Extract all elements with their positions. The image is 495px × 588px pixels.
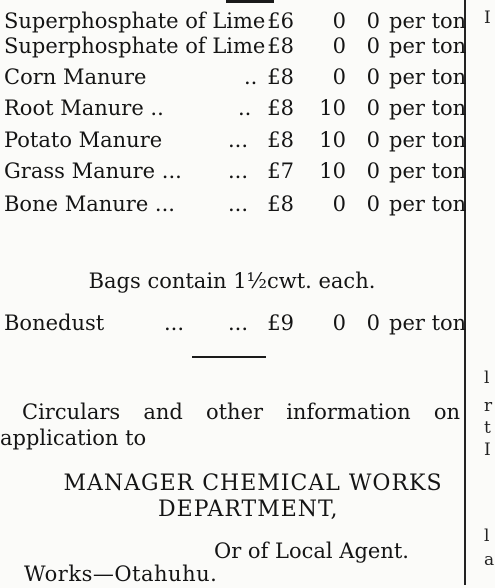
- price-pence: 0: [366, 96, 380, 120]
- price-shillings: 0: [332, 9, 346, 33]
- price-unit: per ton: [389, 128, 467, 152]
- price-pence: 0: [366, 311, 380, 335]
- manager-line-1: MANAGER CHEMICAL WORKS: [63, 471, 443, 496]
- info-line-1: Circulars and other information on: [22, 400, 460, 424]
- price-shillings: 0: [332, 192, 346, 216]
- leader-dots: ..: [238, 96, 252, 120]
- price-row: [0, 157, 467, 185]
- product-name: Root Manure ..: [4, 96, 164, 120]
- product-name: Superphosphate of Lime: [4, 9, 266, 33]
- price-pounds: £8: [267, 96, 294, 120]
- leader-dots: ...: [164, 311, 185, 335]
- price-pounds: £8: [267, 128, 294, 152]
- product-name: Superphosphate of Lime: [4, 34, 266, 58]
- price-unit: per ton: [389, 96, 467, 120]
- price-row: [0, 32, 467, 60]
- section-rule: [192, 356, 266, 358]
- price-shillings: 0: [332, 311, 346, 335]
- adjacent-column-fragment: l: [484, 526, 490, 546]
- price-pence: 0: [366, 9, 380, 33]
- price-pounds: £7: [267, 159, 294, 183]
- leader-dots: ...: [228, 311, 249, 335]
- price-unit: per ton: [389, 159, 467, 183]
- price-unit: per ton: [389, 311, 467, 335]
- product-name: Corn Manure: [4, 65, 147, 89]
- price-unit: per ton: [389, 9, 467, 33]
- leader-dots: ...: [228, 192, 249, 216]
- product-name: Bonedust: [4, 311, 105, 335]
- price-shillings: 0: [332, 34, 346, 58]
- bags-note: Bags contain 1½cwt. each.: [88, 269, 376, 293]
- price-row: [0, 126, 467, 154]
- price-pounds: £8: [267, 65, 294, 89]
- price-row-bonedust: [0, 309, 467, 337]
- price-pounds: £6: [267, 9, 294, 33]
- price-unit: per ton: [389, 192, 467, 216]
- works-location: Works—Otahuhu.: [24, 562, 218, 586]
- leader-dots: ...: [228, 159, 249, 183]
- price-unit: per ton: [389, 34, 467, 58]
- adjacent-column-fragment: I: [484, 440, 491, 460]
- price-pence: 0: [366, 128, 380, 152]
- manager-line-2: DEPARTMENT,: [158, 497, 339, 522]
- price-shillings: 10: [319, 128, 346, 152]
- product-name: Bone Manure ...: [4, 192, 175, 216]
- leader-dots: ..: [244, 65, 258, 89]
- leader-dots: ...: [228, 128, 249, 152]
- price-pence: 0: [366, 34, 380, 58]
- price-row: [0, 94, 467, 122]
- price-pence: 0: [366, 192, 380, 216]
- price-unit: per ton: [389, 65, 467, 89]
- product-name: Potato Manure: [4, 128, 163, 152]
- adjacent-column-fragment: t: [484, 418, 491, 438]
- price-pence: 0: [366, 159, 380, 183]
- price-shillings: 0: [332, 65, 346, 89]
- price-pounds: £8: [267, 192, 294, 216]
- price-shillings: 10: [319, 159, 346, 183]
- info-line-2: application to: [0, 426, 147, 450]
- top-rule: [226, 0, 274, 3]
- adjacent-column-fragment: I: [484, 8, 491, 28]
- price-row: [0, 63, 467, 91]
- adjacent-column-fragment: a: [484, 550, 495, 570]
- product-name: Grass Manure ...: [4, 159, 182, 183]
- price-pounds: £8: [267, 34, 294, 58]
- price-row: [0, 190, 467, 218]
- manager-line-3: Or of Local Agent.: [214, 539, 409, 563]
- adjacent-column-fragment: l: [484, 368, 490, 388]
- adjacent-column-fragment: r: [484, 396, 493, 416]
- price-shillings: 10: [319, 96, 346, 120]
- price-pence: 0: [366, 65, 380, 89]
- price-pounds: £9: [267, 311, 294, 335]
- price-row: [0, 7, 467, 35]
